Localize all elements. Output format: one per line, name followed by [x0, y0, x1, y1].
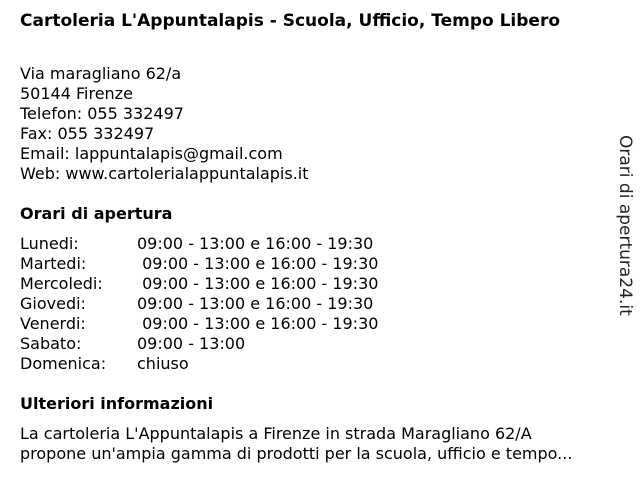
info-text	[20, 424, 624, 464]
hours-row-tuesday	[20, 254, 378, 274]
day-time: chiuso	[137, 354, 189, 373]
day-label: Giovedi:	[20, 294, 86, 313]
day-time: 09:00 - 13:00	[137, 334, 246, 353]
contact-block	[20, 64, 309, 184]
website-line: Web: www.cartolerialappuntalapis.it	[20, 164, 309, 183]
city-line: 50144 Firenze	[20, 84, 133, 103]
info-line: propone un'ampia gamma di prodotti per la scuola, ufficio e tempo...	[20, 444, 573, 463]
info-line: La cartoleria L'Appuntalapis a Firenze in strada Maragliano 62/A	[20, 424, 532, 443]
day-time: 09:00 - 13:00 e 16:00 - 19:30	[137, 254, 379, 273]
page-title: Cartoleria L'Appuntalapis - Scuola, Ufficio, Tempo Libero	[20, 11, 561, 31]
day-time: 09:00 - 13:00 e 16:00 - 19:30	[137, 314, 379, 333]
opening-hours-table	[20, 234, 378, 374]
hours-row-saturday	[20, 334, 378, 354]
day-time: 09:00 - 13:00 e 16:00 - 19:30	[137, 234, 374, 253]
day-label: Lunedi:	[20, 234, 79, 253]
hours-row-sunday	[20, 354, 378, 374]
hours-row-friday	[20, 314, 378, 334]
address-line: Via maragliano 62/a	[20, 64, 182, 83]
day-label: Martedi:	[20, 254, 87, 273]
day-label: Mercoledi:	[20, 274, 103, 293]
hours-heading: Orari di apertura	[20, 204, 173, 223]
hours-row-thursday	[20, 294, 378, 314]
hours-row-monday	[20, 234, 378, 254]
day-label: Venerdi:	[20, 314, 86, 333]
day-label: Domenica:	[20, 354, 107, 373]
fax-line: Fax: 055 332497	[20, 124, 155, 143]
email-line: Email: lappuntalapis@gmail.com	[20, 144, 283, 163]
day-time: 09:00 - 13:00 e 16:00 - 19:30	[137, 294, 374, 313]
phone-line: Telefon: 055 332497	[20, 104, 184, 123]
info-heading: Ulteriori informazioni	[20, 394, 214, 413]
day-label: Sabato:	[20, 334, 82, 353]
day-time: 09:00 - 13:00 e 16:00 - 19:30	[137, 274, 379, 293]
site-watermark-label: Orari di apertura24.it	[615, 135, 635, 316]
hours-row-wednesday	[20, 274, 378, 294]
